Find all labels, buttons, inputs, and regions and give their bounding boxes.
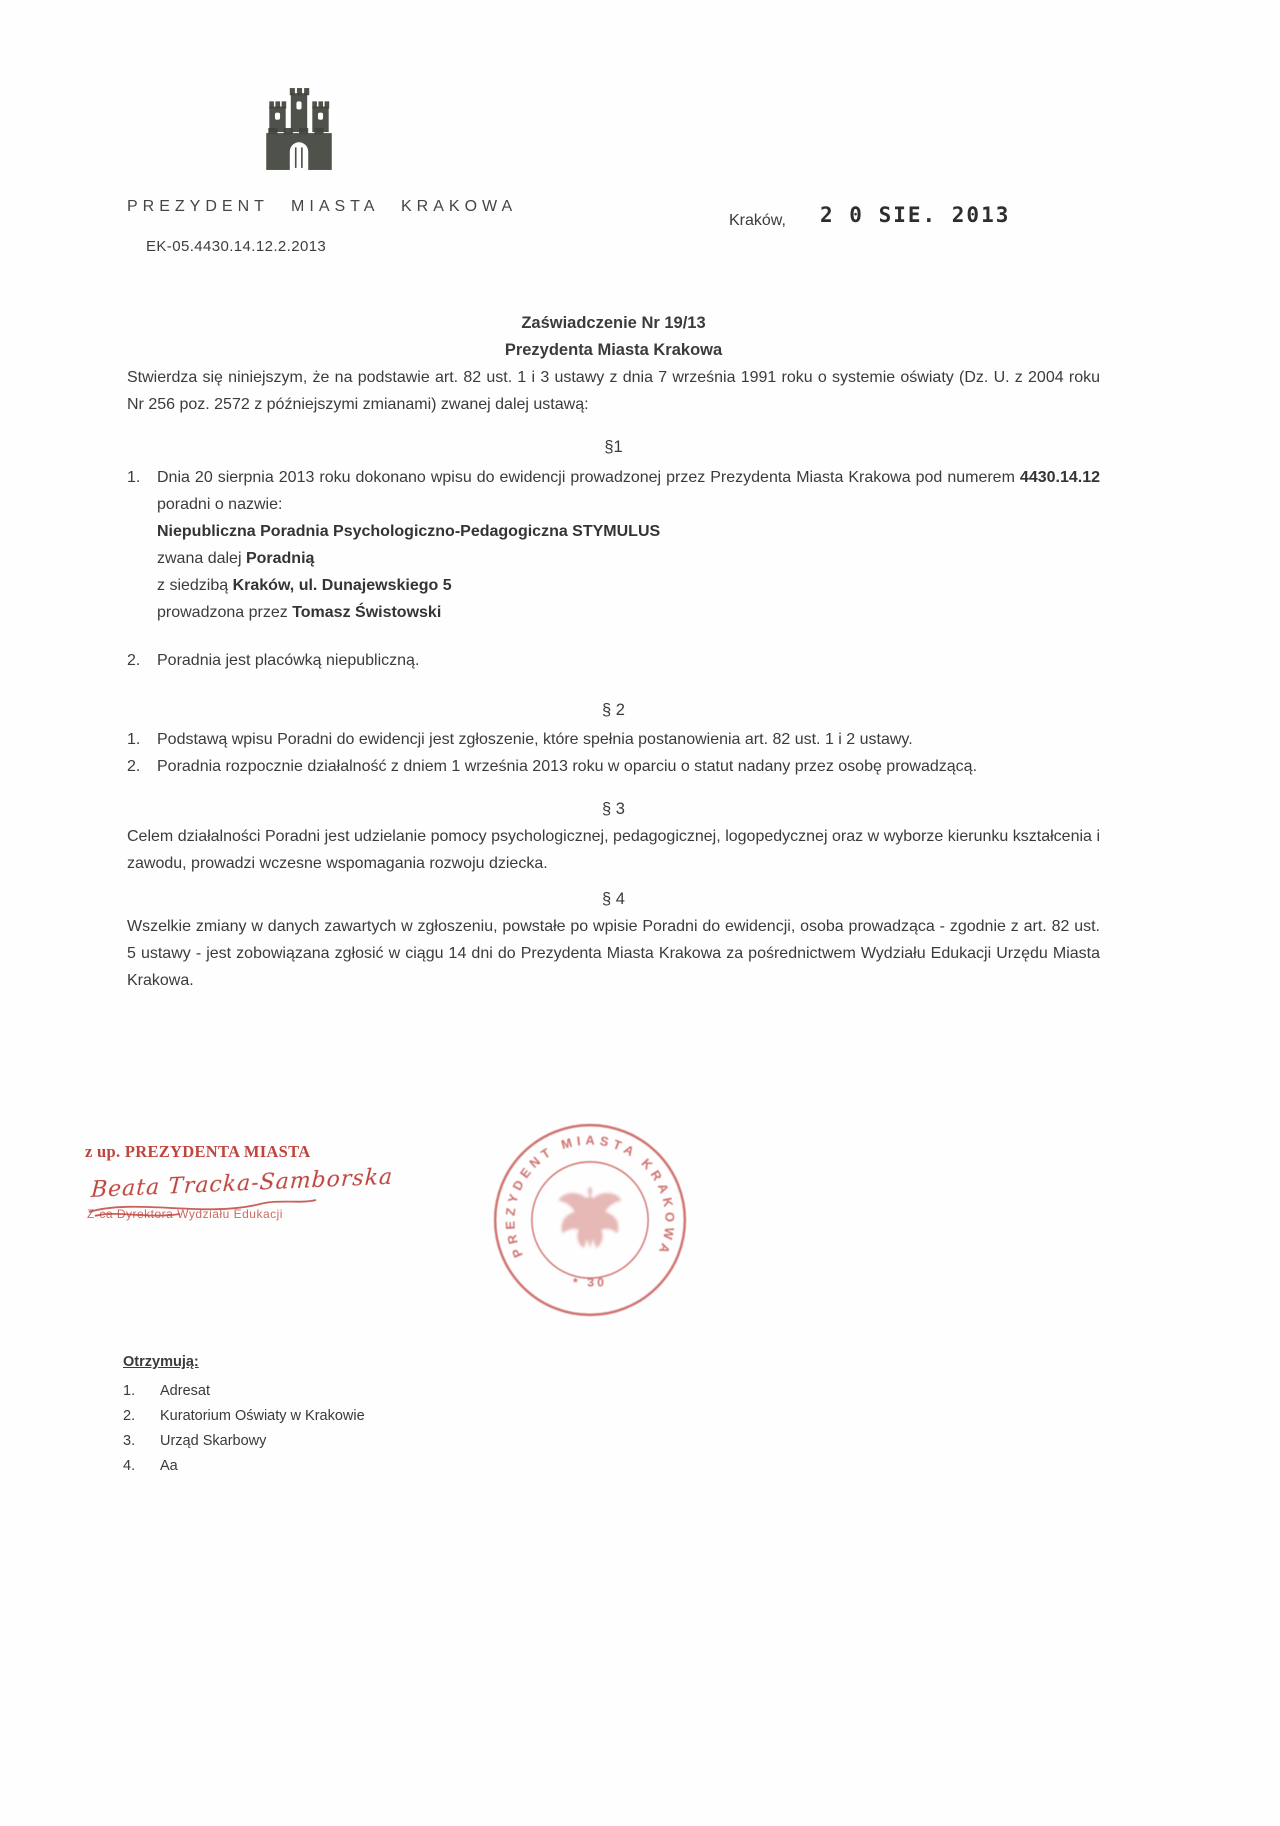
item-text-line: [157, 464, 1100, 518]
item-number: 1.: [127, 469, 141, 486]
round-official-stamp: [488, 1118, 692, 1322]
coat-towers: [269, 88, 329, 132]
clinic-name: Niepubliczna Poradnia Psychologiczno-Pedagogiczna STYMULUS: [157, 523, 661, 540]
stamp-ring-text: PREZYDENT MIASTA KRAKOWA: [502, 1132, 678, 1260]
recipient-label: Adresat: [160, 1383, 210, 1399]
item-text: z siedzibą: [157, 577, 233, 594]
signature-authorization: z up. PREZYDENTA MIASTA: [85, 1142, 311, 1161]
item-text: zwana dalej: [157, 550, 246, 567]
krakow-coat-of-arms-icon: [266, 86, 332, 172]
coat-gate: [290, 142, 308, 170]
intro-paragraph: Stwierdza się niniejszym, że na podstawie art. 82 ust. 1 i 3 ustawy z dnia 7 września 1991 roku o systemie oświaty (Dz. U. z 2004 roku Nr 256 poz. 2572 z późniejszymi zmianami) zwanej dalej ustawą:: [127, 369, 1100, 413]
recipient-row: [123, 1404, 365, 1429]
item-text: Podstawą wpisu Poradni do ewidencji jest zgłoszenie, które spełnia postanowienia art. 82 ust. 1 i 2 ustawy.: [157, 731, 913, 748]
date-stamp: 2 0 SIE. 2013: [820, 203, 1011, 227]
recipients-section: [123, 1350, 365, 1479]
item-number: 2.: [127, 758, 141, 775]
recipient-number: 3.: [123, 1433, 136, 1449]
recipients-heading: Otrzymują:: [123, 1354, 199, 1370]
item-text: prowadzona przez: [157, 604, 293, 621]
section-1-heading: §1: [604, 438, 623, 456]
stamp-eagle-icon: [558, 1186, 621, 1248]
item-text: Dnia 20 sierpnia 2013 roku dokonano wpisu do ewidencji prowadzonej przez Prezydenta Miasta Krakowa pod numerem: [157, 469, 1020, 486]
section-1-item-2: [127, 647, 1100, 674]
document-title: Zaświadczenie Nr 19/13: [521, 314, 706, 332]
clinic-address-line: [157, 572, 1100, 599]
section-2-item-2: [127, 753, 1100, 780]
recipient-label: Kuratorium Oświaty w Krakowie: [160, 1408, 365, 1424]
item-text: Poradnia jest placówką niepubliczną.: [157, 652, 420, 669]
clinic-alias-line: [157, 545, 1100, 572]
section-3-heading: § 3: [602, 800, 625, 818]
clinic-address: Kraków, ul. Dunajewskiego 5: [232, 577, 452, 594]
item-body: [157, 464, 1100, 626]
registry-number: 4430.14.12: [1019, 469, 1100, 486]
section-3-body: Celem działalności Poradni jest udzielanie pomocy psychologicznej, pedagogicznej, logopedycznej oraz w wyborze kierunku kształcenia i zawodu, prowadzi wczesne wspomagania rozwoju dziecka.: [127, 828, 1100, 872]
item-number: 2.: [127, 652, 141, 669]
clinic-owner: Tomasz Świstowski: [292, 604, 442, 621]
sender-name: PREZYDENT MIASTA KRAKOWA: [127, 198, 518, 215]
section-2-heading: § 2: [602, 701, 625, 719]
section-1-item-1: [127, 464, 1100, 626]
stamp-number: * 30: [572, 1275, 608, 1290]
place-label: Kraków,: [729, 212, 786, 229]
recipient-row: [123, 1429, 365, 1454]
section-4-heading: § 4: [602, 890, 625, 908]
document-body: [127, 310, 1100, 994]
recipient-number: 2.: [123, 1408, 136, 1424]
recipient-row: [123, 1454, 365, 1479]
clinic-alias: Poradnią: [245, 550, 315, 567]
signature-name: Beata Tracka-Samborska: [90, 1164, 394, 1204]
clinic-name-line: [157, 518, 1100, 545]
reference-number: EK-05.4430.14.12.2.2013: [146, 238, 327, 255]
document-subtitle: Prezydenta Miasta Krakowa: [504, 341, 723, 359]
coat-wall: [266, 128, 332, 170]
recipient-label: Aa: [160, 1458, 178, 1474]
item-text: Poradnia rozpocznie działalność z dniem 1 września 2013 roku w oparciu o statut nadany przez osobę prowadzącą.: [157, 758, 978, 775]
item-number: 1.: [127, 731, 141, 748]
item-text: poradni o nazwie:: [157, 496, 283, 513]
signature-block: [85, 1142, 415, 1221]
recipient-number: 1.: [123, 1383, 136, 1399]
recipient-label: Urząd Skarbowy: [160, 1433, 267, 1449]
signature-role: Z-ca Dyrektora Wydziału Edukacji: [87, 1207, 283, 1221]
section-2-item-1: [127, 726, 1100, 753]
recipient-row: [123, 1379, 365, 1404]
section-4-body: Wszelkie zmiany w danych zawartych w zgłoszeniu, powstałe po wpisie Poradni do ewidencji, osoba prowadząca - zgodnie z art. 82 ust. 5 ustawy - jest zobowiązana zgłosić w ciągu 14 dni do Prezydenta Miasta Krakowa za pośrednictwem Wydziału Edukacji Urzędu Miasta Krakowa.: [127, 918, 1100, 989]
clinic-owner-line: [157, 599, 1100, 626]
recipient-number: 4.: [123, 1458, 136, 1474]
